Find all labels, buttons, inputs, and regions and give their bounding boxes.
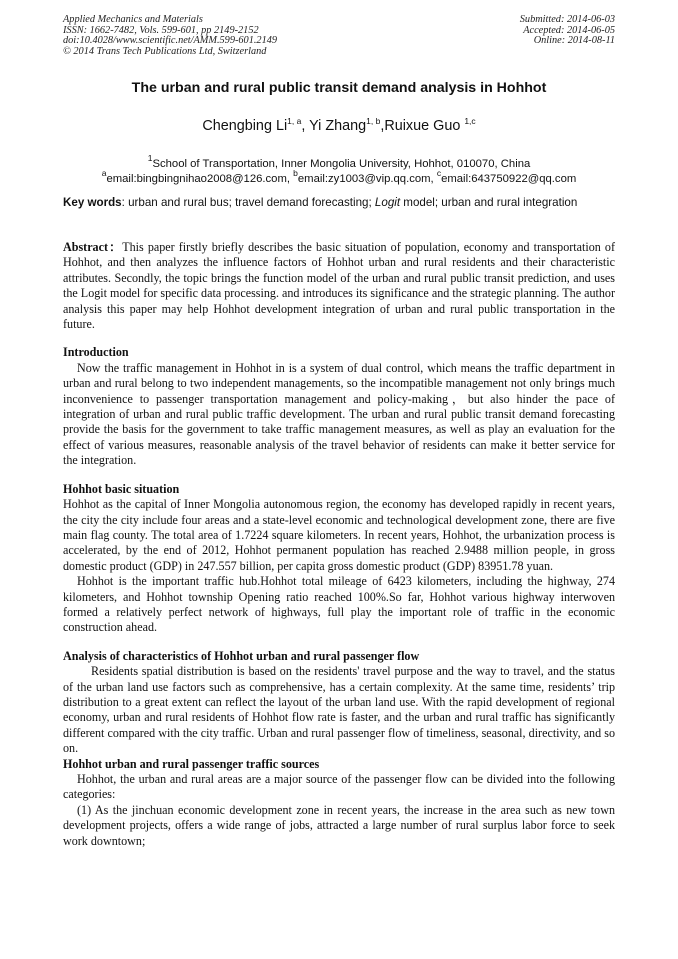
keywords-logit: Logit <box>374 196 401 209</box>
affiliation-text: School of Transportation, Inner Mongolia University, Hohhot, 010070, China <box>152 158 531 170</box>
keywords-text: : urban and rural bus; travel demand forecasting; <box>121 196 375 209</box>
section-heading-sources: Hohhot urban and rural passenger traffic sources <box>63 756 320 771</box>
journal-copyright: © 2014 Trans Tech Publications Ltd, Switzerland <box>63 45 267 57</box>
analysis-paragraph: Residents spatial distribution is based on the residents' travel purpose and the way to travel, and the status of the urban land use factors such as comprehensive, has a certain complexity. At the same time, residents’ trip distribution to a great extent can reflect the layout of the urban land use. With the rapid development of regional economy, urban and rural residents of Hohhot flow rate is faster, and the urban and rural traffic has significantly different compared with the city traffic. Urban and rural passenger flow of timeliness, seasonal, directivity, and so on. <box>63 664 615 756</box>
affiliation-sup: 1 <box>147 153 153 163</box>
journal-doi: doi:10.4028/www.scientific.net/AMM.599-601.2149 <box>63 35 278 47</box>
abstract-label: Abstract： <box>63 240 123 254</box>
sources-paragraph-1: Hohhot, the urban and rural areas are a major source of the passenger flow can be divided into the following categories: <box>63 772 615 802</box>
submission-dates <box>520 15 615 47</box>
sources-paragraph-2: (1) As the jinchuan economic development zone in recent years, the increase in the area such as new town development projects, offers a wide range of jobs, attracted a large number of rural surplus labor force to seek work downtown; <box>63 802 615 848</box>
author-sup: 1, a <box>287 116 302 126</box>
email-sup: a <box>101 168 107 178</box>
author-list <box>0 116 678 134</box>
journal-name: Applied Mechanics and Materials <box>63 14 203 25</box>
basic-paragraph-2: Hohhot is the important traffic hub.Hohhot total mileage of 6423 kilometers, including the highway, 274 kilometers, and Hohhot township Opening ratio reached 100%.So far, Hohhot various highway interwoven formed a relatively perfect network of highways, full play the important role of traffic in the economic construction ahead. <box>63 574 615 635</box>
author-sup: 1, b <box>366 116 381 126</box>
section-heading-basic-situation: Hohhot basic situation <box>63 481 180 496</box>
author-name: , Yi Zhang <box>301 118 367 134</box>
author-name: ,Ruixue Guo <box>380 118 465 134</box>
section-heading-analysis: Analysis of characteristics of Hohhot urban and rural passenger flow <box>63 648 420 663</box>
email-link[interactable]: email:643750922@qq.com <box>441 173 577 185</box>
email-sup: c <box>436 168 442 178</box>
email-link[interactable]: email:zy1003@vip.qq.com, <box>297 173 437 185</box>
journal-info <box>63 15 277 57</box>
author-name: Chengbing Li <box>202 118 288 134</box>
section-heading-introduction: Introduction <box>63 345 129 360</box>
journal-issn: ISSN: 1662-7482, Vols. 599-601, pp 2149-2152 <box>63 24 259 36</box>
basic-paragraph-1: Hohhot as the capital of Inner Mongolia autonomous region, the economy has developed rapidly in recent years, the city the city include four areas and a state-level economic and technological development zone, there are five main flag county. The total area of 1.7224 square kilometers. In recent years, Hohhot, the urbanization process is accelerated, by the end of 2012, Hohhot permanent population has reached 2.9488 million people, in gross domestic product (GDP) in 247.557 billion, per capita gross domestic product (GDP) 83951.78 yuan. <box>63 497 615 573</box>
paper-body <box>63 240 615 849</box>
submitted-date: Submitted: 2014-06-03 <box>519 14 615 25</box>
author-sup: 1,c <box>464 116 476 126</box>
abstract-paragraph <box>63 240 615 332</box>
introduction-paragraph: Now the traffic management in Hohhot in is a system of dual control, which means the traffic department in urban and rural belong to two independent managements, so the incompatible management not only brings much inconvenience to passenger transportation management and policy-making，but also hinder the pace of integration of urban and rural public traffic development. The urban and rural public transit demand forecasting provide the basis for the government to take traffic management measures, as well as play an evaluation for the effect of various measures, reasonable analysis of the travel behavior of residents can make it better service for the integration. <box>63 360 615 468</box>
abstract-text: This paper firstly briefly describes the basic situation of population, economy and transportation of Hohhot, and then analyzes the influence factors of Hohhot urban and rural residents and their characteristic attributes. Secondly, the topic brings the function model of the urban and rural public transit prediction, and uses the Logit model for specific data processing. and introduces its significance and the strategic planning. The author analysis this paper may help Hohhot development integration of urban and rural public transportation in the future. <box>63 240 615 332</box>
accepted-date: Accepted: 2014-06-05 <box>523 24 615 36</box>
keywords-label: Key words <box>63 196 122 209</box>
online-date: Online: 2014-08-11 <box>533 35 615 47</box>
email-link[interactable]: email:bingbingnihao2008@126.com, <box>106 173 294 185</box>
keywords <box>63 193 613 213</box>
email-sup: b <box>293 168 298 178</box>
paper-title: The urban and rural public transit demand analysis in Hohhot <box>131 80 547 96</box>
author-emails <box>0 166 678 187</box>
keywords-text: model; urban and rural integration <box>400 196 578 209</box>
